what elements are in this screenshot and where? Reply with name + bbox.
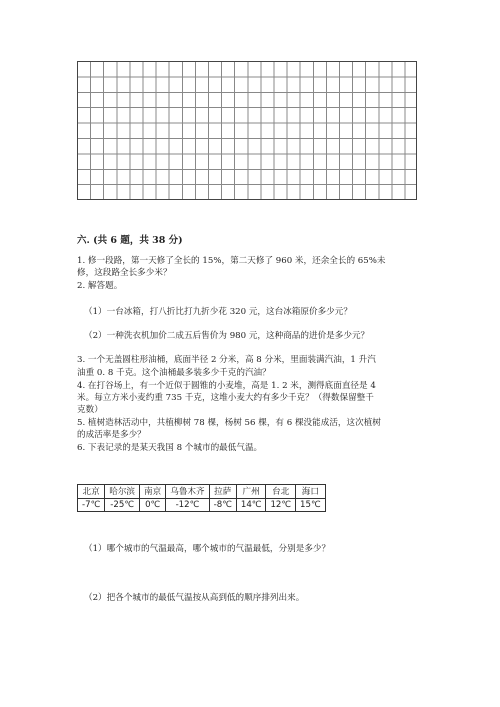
question-2-title: 2. 解答题。: [77, 281, 123, 291]
question-4-line-3: 克数）: [77, 405, 103, 415]
question-4-line-2: 米。每立方米小麦约重 735 千克，这堆小麦大约有多少千克？（得数保留整千: [77, 393, 374, 403]
question-3-line-2: 油重 0. 8 千克。这个油桶最多装多少千克的汽油？: [77, 368, 271, 378]
writing-grid: [77, 61, 417, 200]
table-cell: 北京: [78, 485, 105, 499]
question-6-1: （1）哪个城市的气温最高，哪个城市的气温最低，分别是多少？: [84, 544, 331, 554]
temperature-table: [77, 484, 326, 512]
table-row-temps: [78, 498, 326, 512]
question-1-line-2: 修，这段路全长多少米？: [77, 268, 172, 278]
table-cell: 海口: [296, 485, 326, 499]
table-cell: 15℃: [296, 498, 326, 512]
question-6: 6. 下表记录的是某天我国 8 个城市的最低气温。: [77, 443, 263, 453]
table-cell: 0℃: [140, 498, 166, 512]
table-cell: -12℃: [166, 498, 209, 512]
question-2-2: （2）一种洗衣机加价二成五后售价为 980 元，这种商品的进价是多少元？: [84, 331, 370, 341]
table-cell: -8℃: [209, 498, 236, 512]
question-4-line-1: 4. 在打谷场上，有一个近似于圆锥的小麦堆，高是 1. 2 米，测得底面直径是 4: [77, 381, 376, 391]
question-5-line-1: 5. 植树造林活动中，共植柳树 78 棵，杨树 56 棵，有 6 棵没能成活，这次植树: [77, 418, 381, 428]
table-cell: 哈尔滨: [105, 485, 140, 499]
question-3-line-1: 3. 一个无盖圆柱形油桶，底面半径 2 分米，高 8 分米，里面装满汽油，1 升汽: [77, 355, 376, 365]
table-cell: 广州: [236, 485, 266, 499]
question-1-line-1: 1. 修一段路，第一天修了全长的 15%，第二天修了 960 米，还余全长的 65%未: [77, 256, 386, 266]
section-title: 六. (共 6 题，共 38 分): [77, 235, 183, 246]
question-5-line-2: 的成活率是多少？: [77, 430, 146, 440]
table-cell: 12℃: [266, 498, 296, 512]
table-cell: 南京: [140, 485, 166, 499]
table-cell: -7℃: [78, 498, 105, 512]
table-cell: 乌鲁木齐: [166, 485, 209, 499]
table-cell: 14℃: [236, 498, 266, 512]
question-6-2: （2）把各个城市的最低气温按从高到低的顺序排列出来。: [84, 593, 305, 603]
question-2-1: （1）一台冰箱，打八折比打九折少花 320 元，这台冰箱原价多少元？: [84, 307, 352, 317]
table-cell: -25℃: [105, 498, 140, 512]
table-row-cities: [78, 485, 326, 499]
table-cell: 台北: [266, 485, 296, 499]
table-cell: 拉萨: [209, 485, 236, 499]
